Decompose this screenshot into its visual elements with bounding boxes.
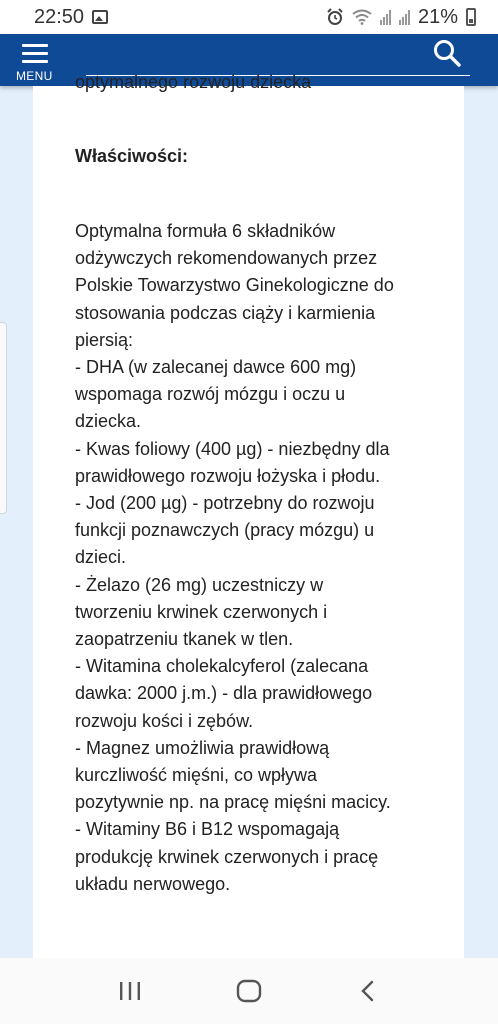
back-icon (358, 979, 378, 1003)
text-line: - DHA (w zalecanej dawce 600 mg) (75, 357, 357, 378)
status-right (326, 6, 476, 29)
text-line: tworzeniu krwinek czerwonych i (75, 601, 328, 622)
battery-percent: 21% (417, 5, 458, 28)
text-line: - Witaminy B6 i B12 wspomagają (75, 819, 340, 840)
text-line: stosowania podczas ciąży i karmienia (75, 302, 376, 323)
search-icon (432, 38, 462, 68)
signal-icon (399, 9, 410, 25)
system-nav-bar (0, 958, 498, 1024)
search-button[interactable] (432, 38, 468, 72)
home-button[interactable] (219, 971, 279, 1011)
signal-icon (380, 9, 391, 25)
text-line: Optymalna formuła 6 składników (75, 221, 336, 241)
status-bar (0, 0, 498, 34)
text-line: dawka: 2000 j.m.) - dla prawidłowego (75, 683, 373, 704)
clipped-text-line: optymalnego rozwoju dziecka (75, 72, 312, 92)
text-line: układu nerwowego. (75, 873, 231, 894)
text-line: funkcji poznawczych (pracy mózgu) u (75, 520, 375, 541)
edge-panel-handle[interactable] (0, 322, 7, 514)
text-line: - Kwas foliowy (400 µg) - niezbędny dla (75, 438, 390, 459)
text-line: - Witamina cholekalcyferol (zalecana (75, 656, 369, 677)
hamburger-icon (22, 44, 48, 68)
wifi-icon (352, 9, 372, 25)
text-line: produkcję krwinek czerwonych i pracę (75, 846, 379, 867)
back-button[interactable] (338, 971, 398, 1011)
home-icon (236, 979, 262, 1003)
recent-apps-icon (118, 980, 142, 1002)
gallery-icon (92, 10, 108, 24)
status-left (34, 6, 108, 29)
properties-text (75, 218, 445, 898)
text-line: Polskie Towarzystwo Ginekologiczne do (75, 275, 394, 296)
text-line: odżywczych rekomendowanych przez (75, 248, 378, 269)
text-line: kurczliwość mięśni, co wpływa (75, 765, 318, 786)
recent-apps-button[interactable] (100, 971, 160, 1011)
text-line: dziecka. (75, 411, 142, 432)
text-line: pozytywnie np. na pracę mięśni macicy. (75, 792, 391, 813)
text-line: - Żelazo (26 mg) uczestniczy w (75, 574, 324, 595)
battery-icon (466, 8, 476, 26)
text-line: - Magnez umożliwia prawidłową (75, 737, 330, 758)
menu-label: MENU (16, 69, 53, 83)
text-line: piersią: (75, 329, 134, 350)
text-line: rozwoju kości i zębów. (75, 710, 254, 731)
status-time: 22:50 (34, 5, 85, 28)
alarm-icon (326, 8, 344, 26)
text-line: wspomaga rozwój mózgu i oczu u (75, 384, 346, 405)
text-line: prawidłowego rozwoju łożyska i płodu. (75, 465, 381, 486)
content-card (33, 72, 464, 958)
text-line: dzieci. (75, 547, 127, 568)
section-heading: Właściwości: (75, 146, 189, 166)
text-line: - Jod (200 µg) - potrzebny do rozwoju (75, 493, 375, 514)
text-line: zaopatrzeniu tkanek w tlen. (75, 629, 294, 650)
menu-button[interactable] (14, 40, 58, 84)
